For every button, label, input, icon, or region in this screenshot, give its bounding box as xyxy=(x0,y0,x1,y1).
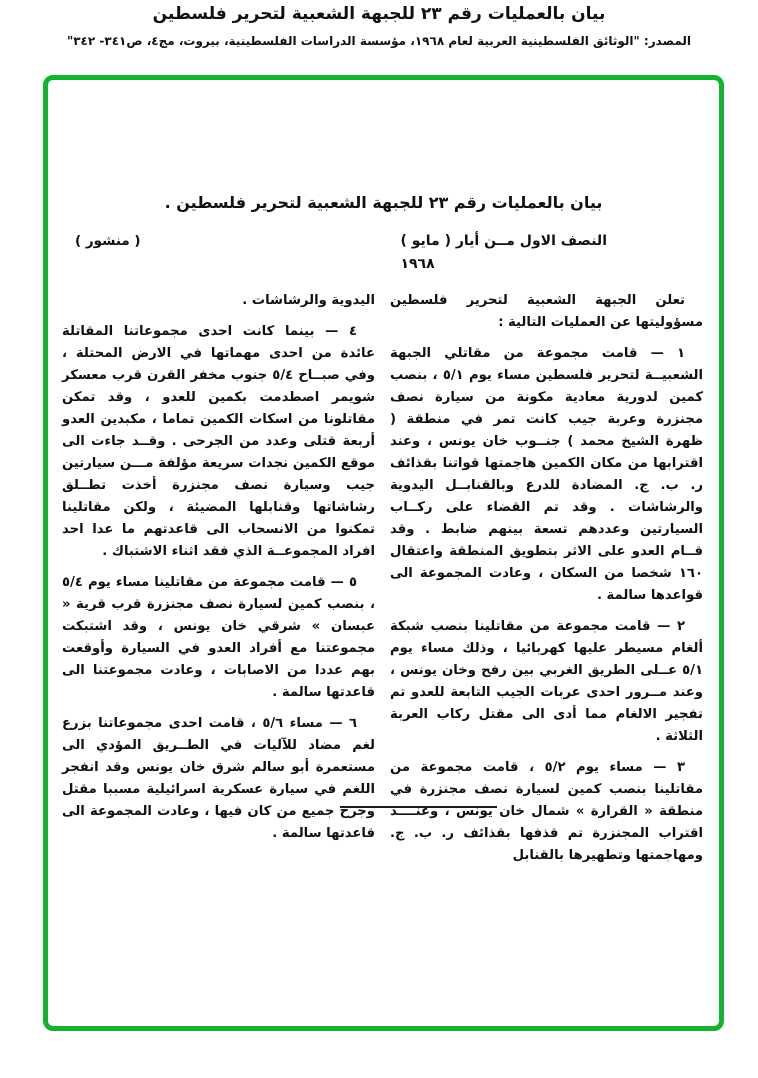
date-block xyxy=(400,230,607,276)
year: ١٩٦٨ xyxy=(400,256,435,272)
publication-note: ( منشور ) xyxy=(75,233,141,249)
paragraph-4: ٤ — بينما كانت احدى مجموعاتنا المقاتلة عائدة من احدى مهماتها في الارض المحتلة ، وفي صبــاح ٥/٤ جنوب مخفر القرن قرب معسكر شويمر اصطدمت بكمين للعدو ، وقد تمكن مقاتلونا من اسكات الكمين تماما ، مكبدين العدو أربعة قتلى وعدد من الجرحى . وقــد جاءت الى موقع الكمين نجدات سريعة مؤلفة مـــن سيارتين جيب وسيارة نصف مجنزرة أخذت تطــلق رشاشاتها وقنابلها المضيئة ، ولكن مقاتلينا تمكنوا من الانسحاب الى قاعدتهم ما عدا احد افراد المجموعــة الذي فقد اثناء الاشتباك . xyxy=(62,324,375,559)
column-left xyxy=(62,290,375,876)
document-body xyxy=(48,80,719,1026)
paragraph-intro: تعلن الجبهة الشعبية لتحرير فلسطين مسؤوليتها عن العمليات التالية : xyxy=(390,293,703,330)
footer-divider-line xyxy=(340,806,497,808)
source-citation: المصدر: "الوثائق الفلسطينية العربية لعام ١٩٦٨، مؤسسة الدراسات الفلسطينية، بيروت، مج٤، ص٣٤١- ٣٤٢" xyxy=(66,34,692,48)
paragraph-3: ٣ — مساء يوم ٥/٢ ، قامت مجموعة من مقاتلينا بنصب كمين لسيارة نصف مجنزرة في منطقة « القرارة » شمال خان يونس ، وعنــــد اقتراب المجنزرة تم قذفها بقذائف ر. ب. ج. ومهاجمتها وتطهيرها بالقنابل xyxy=(390,760,703,863)
paragraph-6: ٦ — مساء ٥/٦ ، قامت احدى مجموعاتنا بزرع لغم مضاد للآليات في الطــريق المؤدي الى مستعمرة أبو سالم شرق خان يونس وقد انفجر اللغم في سيارة عسكرية اسرائيلية مسببا مقتل وجرح جميع من كان فيها ، وعادت المجموعة الى قاعدتها سالمة . xyxy=(62,716,375,841)
green-border-frame xyxy=(43,75,724,1031)
page-header xyxy=(0,4,758,48)
date-line: النصف الاول مــن أيار ( مايو ) xyxy=(400,233,607,249)
paragraph-2: ٢ — قامت مجموعة من مقاتلينا بنصب شبكة ألغام مسيطر عليها كهربائيا ، وذلك مساء يوم ٥/١ عــلى الطريق الغربي بين رفح وخان يونس ، وعند مــرور احدى عربات الجيب التابعة للعدو تم تفجير الالغام مما أدى الى مقتل ركاب العربة الثلاثة . xyxy=(390,619,703,744)
paragraph-1: ١ — قامت مجموعة من مقاتلي الجبهة الشعبيــة لتحرير فلسطين مساء يوم ٥/١ ، بنصب كمين لدورية معادية مكونة من سيارة نصف مجنزرة وعربة جيب كانت تمر في منطقة ( ظهرة الشيخ محمد ) جنــوب خان يونس ، وعند اقترابها من مكان الكمين هاجمتها قواتنا بقذائف ر. ب. ج. المضادة للدرع وبالقنابــل اليدوية والرشاشات . وقد تم القضاء على ركــاب السيارتين وعددهم تسعة بينهم ضابط . وقد قــام العدو على الاثر بتطويق المنطقة واعتقال ١٦٠ شخصا من السكان ، وعادت المجموعة الى قواعدها سالمة . xyxy=(390,346,704,603)
paragraph-5: ٥ — قامت مجموعة من مقاتلينا مساء يوم ٥/٤ ، بنصب كمين لسيارة نصف مجنزرة قرب قرية « عبسان » شرقي خان يونس ، وقد اشتبكت مجموعتنا مع أفراد العدو في السيارة وأوقعت بهم عددا من الاصابات ، وعادت مجموعتنا الى قاعدتها سالمة . xyxy=(62,575,375,700)
document-title: بيان بالعمليات رقم ٢٣ للجبهة الشعبية لتحرير فلسطين . xyxy=(164,193,603,212)
page-title: بيان بالعمليات رقم ٢٣ للجبهة الشعبية لتحرير فلسطين xyxy=(152,4,606,24)
column-right xyxy=(390,290,703,876)
paragraph-3-continuation: اليدوية والرشاشات . xyxy=(242,293,375,308)
two-column-text xyxy=(62,290,703,876)
